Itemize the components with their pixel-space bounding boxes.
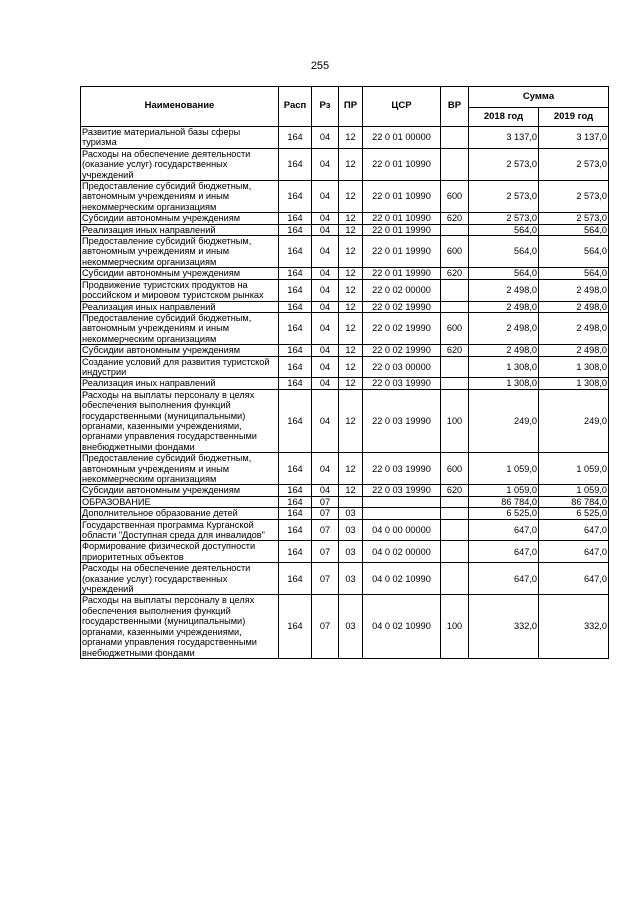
cell-y2018: 3 137,0 bbox=[469, 127, 539, 149]
cell-pr: 12 bbox=[339, 268, 363, 279]
cell-y2019: 249,0 bbox=[539, 389, 609, 452]
cell-name: Формирование физической доступности приоритетных объектов bbox=[81, 541, 279, 563]
cell-name: Реализация иных направлений bbox=[81, 301, 279, 312]
cell-rasp: 164 bbox=[279, 519, 312, 541]
cell-pr: 12 bbox=[339, 356, 363, 378]
cell-y2018: 2 573,0 bbox=[469, 213, 539, 224]
cell-pr: 12 bbox=[339, 301, 363, 312]
cell-y2019: 6 525,0 bbox=[539, 508, 609, 519]
cell-rasp: 164 bbox=[279, 181, 312, 213]
cell-pr bbox=[339, 496, 363, 507]
cell-vr bbox=[441, 148, 469, 180]
cell-pr: 03 bbox=[339, 541, 363, 563]
cell-name: Реализация иных направлений bbox=[81, 224, 279, 235]
cell-csr: 22 0 02 19990 bbox=[363, 301, 441, 312]
header-rasp: Расп bbox=[279, 87, 312, 127]
table-row bbox=[81, 496, 609, 507]
cell-y2019: 647,0 bbox=[539, 541, 609, 563]
cell-y2018: 1 308,0 bbox=[469, 378, 539, 389]
table-row bbox=[81, 541, 609, 563]
cell-csr: 04 0 02 00000 bbox=[363, 541, 441, 563]
cell-csr: 22 0 01 19990 bbox=[363, 236, 441, 268]
header-name: Наименование bbox=[81, 87, 279, 127]
cell-y2019: 2 573,0 bbox=[539, 181, 609, 213]
cell-rz: 04 bbox=[312, 279, 339, 301]
cell-csr bbox=[363, 508, 441, 519]
cell-csr bbox=[363, 496, 441, 507]
cell-rz: 04 bbox=[312, 453, 339, 485]
cell-y2019: 1 308,0 bbox=[539, 378, 609, 389]
table-row bbox=[81, 279, 609, 301]
cell-rasp: 164 bbox=[279, 268, 312, 279]
cell-rasp: 164 bbox=[279, 279, 312, 301]
cell-pr: 12 bbox=[339, 224, 363, 235]
cell-csr: 22 0 02 19990 bbox=[363, 312, 441, 344]
cell-y2019: 647,0 bbox=[539, 563, 609, 595]
cell-name: Развитие материальной базы сферы туризма bbox=[81, 127, 279, 149]
header-rz: Рз bbox=[312, 87, 339, 127]
cell-y2018: 647,0 bbox=[469, 563, 539, 595]
cell-rasp: 164 bbox=[279, 127, 312, 149]
cell-name: Предоставление субсидий бюджетным, автономным учреждениям и иным некоммерческим организациям bbox=[81, 236, 279, 268]
table-row bbox=[81, 595, 609, 658]
cell-pr: 12 bbox=[339, 312, 363, 344]
header-csr: ЦСР bbox=[363, 87, 441, 127]
cell-pr: 12 bbox=[339, 236, 363, 268]
cell-rasp: 164 bbox=[279, 356, 312, 378]
cell-y2018: 249,0 bbox=[469, 389, 539, 452]
cell-y2018: 332,0 bbox=[469, 595, 539, 658]
cell-pr: 03 bbox=[339, 595, 363, 658]
table-row bbox=[81, 236, 609, 268]
cell-vr: 100 bbox=[441, 389, 469, 452]
cell-csr: 22 0 01 10990 bbox=[363, 213, 441, 224]
header-pr: ПР bbox=[339, 87, 363, 127]
table-row bbox=[81, 378, 609, 389]
cell-y2018: 1 308,0 bbox=[469, 356, 539, 378]
cell-rasp: 164 bbox=[279, 563, 312, 595]
cell-csr: 22 0 02 00000 bbox=[363, 279, 441, 301]
table-row bbox=[81, 224, 609, 235]
table-row bbox=[81, 508, 609, 519]
cell-y2019: 564,0 bbox=[539, 268, 609, 279]
cell-name: Дополнительное образование детей bbox=[81, 508, 279, 519]
table-row bbox=[81, 181, 609, 213]
cell-name: Субсидии автономным учреждениям bbox=[81, 213, 279, 224]
cell-y2018: 1 059,0 bbox=[469, 453, 539, 485]
cell-y2018: 2 498,0 bbox=[469, 312, 539, 344]
cell-y2019: 3 137,0 bbox=[539, 127, 609, 149]
cell-vr bbox=[441, 127, 469, 149]
cell-y2018: 564,0 bbox=[469, 268, 539, 279]
cell-rasp: 164 bbox=[279, 224, 312, 235]
cell-vr: 600 bbox=[441, 312, 469, 344]
cell-y2019: 2 498,0 bbox=[539, 345, 609, 356]
cell-y2018: 1 059,0 bbox=[469, 485, 539, 496]
cell-csr: 22 0 03 19990 bbox=[363, 485, 441, 496]
cell-rasp: 164 bbox=[279, 389, 312, 452]
cell-name: Реализация иных направлений bbox=[81, 378, 279, 389]
cell-vr: 620 bbox=[441, 268, 469, 279]
cell-rz: 07 bbox=[312, 519, 339, 541]
cell-rasp: 164 bbox=[279, 312, 312, 344]
cell-csr: 04 0 00 00000 bbox=[363, 519, 441, 541]
cell-y2019: 2 498,0 bbox=[539, 312, 609, 344]
cell-csr: 04 0 02 10990 bbox=[363, 595, 441, 658]
cell-csr: 22 0 02 19990 bbox=[363, 345, 441, 356]
cell-vr: 620 bbox=[441, 345, 469, 356]
cell-vr bbox=[441, 519, 469, 541]
cell-rz: 04 bbox=[312, 224, 339, 235]
header-2018: 2018 год bbox=[469, 108, 539, 127]
cell-csr: 22 0 03 19990 bbox=[363, 378, 441, 389]
cell-rasp: 164 bbox=[279, 213, 312, 224]
cell-pr: 03 bbox=[339, 519, 363, 541]
header-2019: 2019 год bbox=[539, 108, 609, 127]
header-vr: ВР bbox=[441, 87, 469, 127]
cell-csr: 22 0 03 00000 bbox=[363, 356, 441, 378]
cell-rasp: 164 bbox=[279, 496, 312, 507]
cell-pr: 12 bbox=[339, 485, 363, 496]
cell-vr bbox=[441, 563, 469, 595]
cell-rasp: 164 bbox=[279, 508, 312, 519]
cell-pr: 12 bbox=[339, 127, 363, 149]
cell-y2019: 564,0 bbox=[539, 236, 609, 268]
table-row bbox=[81, 485, 609, 496]
cell-y2019: 1 059,0 bbox=[539, 485, 609, 496]
cell-y2018: 564,0 bbox=[469, 236, 539, 268]
cell-name: Предоставление субсидий бюджетным, автономным учреждениям и иным некоммерческим организациям bbox=[81, 312, 279, 344]
cell-vr bbox=[441, 301, 469, 312]
cell-y2019: 1 059,0 bbox=[539, 453, 609, 485]
cell-y2018: 2 573,0 bbox=[469, 148, 539, 180]
cell-vr bbox=[441, 356, 469, 378]
cell-vr: 600 bbox=[441, 181, 469, 213]
cell-vr: 620 bbox=[441, 213, 469, 224]
cell-pr: 12 bbox=[339, 378, 363, 389]
cell-rasp: 164 bbox=[279, 345, 312, 356]
table-row bbox=[81, 268, 609, 279]
cell-name: Субсидии автономным учреждениям bbox=[81, 485, 279, 496]
cell-rz: 04 bbox=[312, 236, 339, 268]
cell-csr: 22 0 01 19990 bbox=[363, 268, 441, 279]
cell-y2019: 2 498,0 bbox=[539, 301, 609, 312]
cell-rasp: 164 bbox=[279, 485, 312, 496]
cell-y2019: 2 573,0 bbox=[539, 213, 609, 224]
cell-name: Государственная программа Курганской области "Доступная среда для инвалидов" bbox=[81, 519, 279, 541]
cell-vr bbox=[441, 378, 469, 389]
cell-y2018: 2 498,0 bbox=[469, 345, 539, 356]
table-row bbox=[81, 312, 609, 344]
cell-pr: 12 bbox=[339, 213, 363, 224]
cell-name: Субсидии автономным учреждениям bbox=[81, 268, 279, 279]
cell-name: ОБРАЗОВАНИЕ bbox=[81, 496, 279, 507]
cell-name: Расходы на обеспечение деятельности (оказание услуг) государственных учреждений bbox=[81, 563, 279, 595]
cell-pr: 12 bbox=[339, 453, 363, 485]
cell-pr: 12 bbox=[339, 345, 363, 356]
cell-rz: 04 bbox=[312, 213, 339, 224]
cell-rasp: 164 bbox=[279, 301, 312, 312]
cell-name: Расходы на выплаты персоналу в целях обеспечения выполнения функций государственными (муниципальными) органами, казенными учреждениями, органами управления государственными внебюджетными фондами bbox=[81, 389, 279, 452]
cell-name: Субсидии автономным учреждениям bbox=[81, 345, 279, 356]
cell-csr: 22 0 03 19990 bbox=[363, 453, 441, 485]
cell-y2019: 1 308,0 bbox=[539, 356, 609, 378]
cell-rz: 04 bbox=[312, 378, 339, 389]
cell-rz: 04 bbox=[312, 312, 339, 344]
cell-vr: 620 bbox=[441, 485, 469, 496]
cell-rz: 04 bbox=[312, 345, 339, 356]
cell-vr bbox=[441, 541, 469, 563]
cell-name: Продвижение туристских продуктов на российском и мировом туристском рынках bbox=[81, 279, 279, 301]
cell-csr: 04 0 02 10990 bbox=[363, 563, 441, 595]
cell-rasp: 164 bbox=[279, 453, 312, 485]
table-row bbox=[81, 345, 609, 356]
cell-pr: 12 bbox=[339, 181, 363, 213]
cell-csr: 22 0 03 19990 bbox=[363, 389, 441, 452]
table-row bbox=[81, 127, 609, 149]
cell-rz: 07 bbox=[312, 541, 339, 563]
cell-rz: 04 bbox=[312, 356, 339, 378]
cell-csr: 22 0 01 19990 bbox=[363, 224, 441, 235]
cell-y2019: 2 573,0 bbox=[539, 148, 609, 180]
table-body bbox=[81, 127, 609, 659]
cell-vr bbox=[441, 508, 469, 519]
cell-vr bbox=[441, 224, 469, 235]
cell-rz: 04 bbox=[312, 268, 339, 279]
cell-y2019: 2 498,0 bbox=[539, 279, 609, 301]
cell-y2018: 647,0 bbox=[469, 541, 539, 563]
cell-rz: 07 bbox=[312, 595, 339, 658]
page-number: 255 bbox=[310, 60, 330, 72]
cell-rz: 04 bbox=[312, 148, 339, 180]
cell-rz: 04 bbox=[312, 127, 339, 149]
table-row bbox=[81, 389, 609, 452]
cell-rz: 04 bbox=[312, 485, 339, 496]
cell-name: Создание условий для развития туристской индустрии bbox=[81, 356, 279, 378]
cell-rz: 04 bbox=[312, 389, 339, 452]
cell-name: Расходы на обеспечение деятельности (оказание услуг) государственных учреждений bbox=[81, 148, 279, 180]
table-row bbox=[81, 148, 609, 180]
cell-rasp: 164 bbox=[279, 236, 312, 268]
cell-csr: 22 0 01 00000 bbox=[363, 127, 441, 149]
cell-y2019: 86 784,0 bbox=[539, 496, 609, 507]
cell-name: Предоставление субсидий бюджетным, автономным учреждениям и иным некоммерческим организациям bbox=[81, 181, 279, 213]
cell-vr: 600 bbox=[441, 453, 469, 485]
cell-rz: 07 bbox=[312, 563, 339, 595]
cell-y2018: 6 525,0 bbox=[469, 508, 539, 519]
cell-rz: 07 bbox=[312, 496, 339, 507]
cell-y2018: 647,0 bbox=[469, 519, 539, 541]
cell-y2018: 2 573,0 bbox=[469, 181, 539, 213]
cell-rasp: 164 bbox=[279, 378, 312, 389]
cell-rasp: 164 bbox=[279, 595, 312, 658]
cell-rasp: 164 bbox=[279, 148, 312, 180]
cell-pr: 12 bbox=[339, 279, 363, 301]
table-row bbox=[81, 356, 609, 378]
cell-vr bbox=[441, 279, 469, 301]
cell-y2019: 647,0 bbox=[539, 519, 609, 541]
cell-pr: 03 bbox=[339, 508, 363, 519]
cell-pr: 03 bbox=[339, 563, 363, 595]
cell-y2018: 564,0 bbox=[469, 224, 539, 235]
cell-y2018: 2 498,0 bbox=[469, 301, 539, 312]
table-row bbox=[81, 563, 609, 595]
cell-y2018: 86 784,0 bbox=[469, 496, 539, 507]
cell-rz: 07 bbox=[312, 508, 339, 519]
cell-name: Предоставление субсидий бюджетным, автономным учреждениям и иным некоммерческим организациям bbox=[81, 453, 279, 485]
table-row bbox=[81, 519, 609, 541]
cell-name: Расходы на выплаты персоналу в целях обеспечения выполнения функций государственными (муниципальными) органами, казенными учреждениями, органами управления государственными внебюджетными фондами bbox=[81, 595, 279, 658]
cell-pr: 12 bbox=[339, 389, 363, 452]
cell-rz: 04 bbox=[312, 181, 339, 213]
cell-vr: 100 bbox=[441, 595, 469, 658]
cell-rasp: 164 bbox=[279, 541, 312, 563]
cell-rz: 04 bbox=[312, 301, 339, 312]
table-row bbox=[81, 453, 609, 485]
cell-pr: 12 bbox=[339, 148, 363, 180]
cell-csr: 22 0 01 10990 bbox=[363, 181, 441, 213]
budget-table bbox=[80, 86, 609, 659]
cell-y2019: 332,0 bbox=[539, 595, 609, 658]
cell-vr bbox=[441, 496, 469, 507]
cell-y2019: 564,0 bbox=[539, 224, 609, 235]
cell-y2018: 2 498,0 bbox=[469, 279, 539, 301]
table-row bbox=[81, 213, 609, 224]
header-sum: Сумма bbox=[469, 87, 609, 108]
cell-csr: 22 0 01 10990 bbox=[363, 148, 441, 180]
cell-vr: 600 bbox=[441, 236, 469, 268]
table-row bbox=[81, 301, 609, 312]
